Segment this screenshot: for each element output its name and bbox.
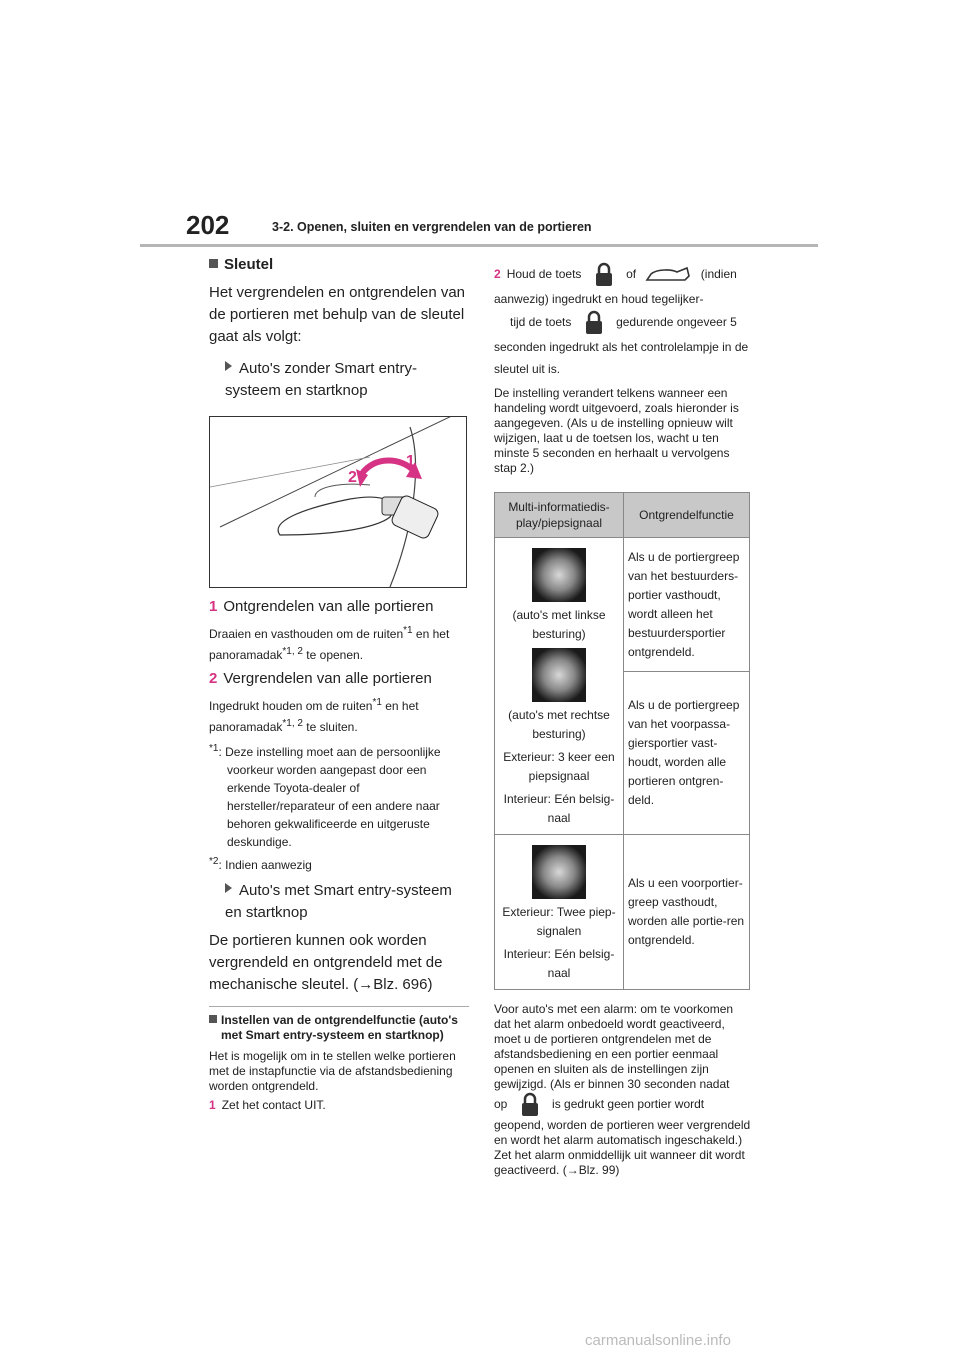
square-bullet-icon	[209, 259, 218, 268]
table-header-function: Ontgrendelfunctie	[624, 493, 750, 538]
table-cell-display	[495, 835, 624, 990]
table-cell-function: Als u de portiergreep van het voorpassa-giersportier vast-houdt, worden alle portieren ontgren-deld.	[624, 672, 750, 835]
watermark: carmanualsonline.info	[585, 1332, 731, 1349]
section-divider	[209, 1006, 469, 1007]
caption-rhd: (auto's met rechtse besturing)	[508, 708, 610, 741]
step2-note: Ingedrukt houden om de ruiten$^{*1}$ en het panoramadak$^{*1, 2}$ te sluiten.	[209, 697, 419, 734]
setting-text: Het is mogelijk om in te stellen welke portieren met de instapfunctie via de afstandsbediening worden ontgrendeld.	[209, 1049, 456, 1093]
unlock-function-table	[494, 492, 750, 990]
setting-heading: Instellen van de ontgrendelfunctie (auto's met Smart entry-systeem en startknop)	[209, 1013, 469, 1043]
alarm-text: Voor auto's met een alarm: om te voorkomen dat het alarm onbedoeld wordt geactiveerd, moet u de portieren ontgrendelen met de afstandsbediening en een portier eenmaal openen en sluiten als de instellingen zijn gewijzigd. (Als er binnen 30 seconden nadat op is gedrukt geen portier wordt geopend, worden de portieren weer vergrendeld en wordt het alarm automatisch ingeschakeld.) Zet het alarm onmiddellijk uit wanneer dit wordt geactiveerd. (→Blz. 99)	[494, 1002, 751, 1177]
header-rule	[140, 244, 818, 247]
intro-text: Het vergrendelen en ontgrendelen van de portieren met behulp van de sleutel gaat als volgt:	[209, 284, 466, 345]
car-display-image-lhd	[532, 548, 586, 602]
right-column	[494, 262, 752, 1178]
caption-exterior-beeps: Exterieur: Twee piep-signalen	[502, 905, 616, 938]
section-title: 3-2. Openen, sluiten en vergrendelen van de portieren	[272, 220, 592, 234]
setting-step1: 1 Zet het contact UIT.	[209, 1098, 326, 1112]
car-back-door-icon	[645, 266, 691, 284]
left-column	[209, 254, 469, 1113]
triangle-bullet-icon	[225, 883, 232, 893]
illus-label-1: 1	[406, 453, 415, 470]
table-header-display: Multi-informatiedis-play/piepsignaal	[495, 493, 624, 538]
table-cell-function: Als u de portiergreep van het bestuurders-portier vasthoudt, wordt alleen het bestuurdersportier ontgrendeld.	[624, 538, 750, 672]
caption-lhd: (auto's met linkse besturing)	[512, 608, 606, 641]
page-number: 202	[186, 210, 230, 240]
table-cell-function: Als u een voorportier-greep vasthoudt, worden alle portie-ren ontgrendeld.	[624, 835, 750, 990]
footnote-2: $^{*2}$: Indien aanwezig	[209, 856, 312, 872]
caption-interior-chime: Interieur: Eén belsig-naal	[503, 947, 615, 980]
lock-icon	[519, 1092, 541, 1118]
lock-icon	[583, 310, 605, 336]
table-cell-display	[495, 538, 624, 835]
car-display-image-rhd	[532, 648, 586, 702]
step1-note: Draaien en vasthouden om de ruiten$^{*1}$ en het panoramadak$^{*1, 2}$ te openen.	[209, 625, 450, 662]
key-illustration	[209, 416, 467, 588]
setting-change-text: De instelling verandert telkens wanneer een handeling wordt uitgevoerd, zoals hieronder is aangegeven. (Als u de instelling opnieuw wilt wijzigen, laat u de toetsen los, wacht u ten minste 5 seconden en herhaalt u vervolgens stap 2.)	[494, 386, 739, 475]
illus-label-2: 2	[348, 469, 357, 486]
caption-interior-chime: Interieur: Eén belsig-naal	[503, 792, 615, 825]
table-row	[495, 835, 750, 990]
step2: 2 Vergrendelen van alle portieren	[209, 670, 432, 687]
door-handle-key-drawing	[210, 417, 466, 587]
triangle-bullet-icon	[225, 361, 232, 371]
subheading-smart-entry: Auto's met Smart entry-systeem en startknop	[225, 882, 452, 921]
lock-icon	[593, 262, 615, 288]
table-row	[495, 538, 750, 672]
car-display-image-all-doors	[532, 845, 586, 899]
section-heading: Sleutel	[209, 254, 469, 276]
footnote-1: $^{*1}$: Deze instelling moet aan de persoonlijke voorkeur worden aangepast door een erkende Toyota-dealer of hersteller/reparateur of een andere naar behoren gekwalificeerde en uitgeruste deskundige.	[209, 743, 441, 849]
caption-exterior-beeps: Exterieur: 3 keer een piepsignaal	[503, 750, 615, 783]
subheading-no-smart-entry: Auto's zonder Smart entry-systeem en startknop	[225, 360, 417, 399]
step2-instructions: 2 Houd de toets of (indien aanwezig) ingedrukt en houd tegelijker- tijd de toets gedurende ongeveer 5 seconden ingedrukt als het controlelampje in de sleutel uit is.	[494, 262, 752, 380]
step1: 1 Ontgrendelen van alle portieren	[209, 598, 434, 615]
table-header-row	[495, 493, 750, 538]
mechanical-key-text: De portieren kunnen ook worden vergrendeld en ontgrendeld met de mechanische sleutel. (→Blz. 696)	[209, 932, 443, 993]
square-bullet-icon	[209, 1015, 217, 1023]
